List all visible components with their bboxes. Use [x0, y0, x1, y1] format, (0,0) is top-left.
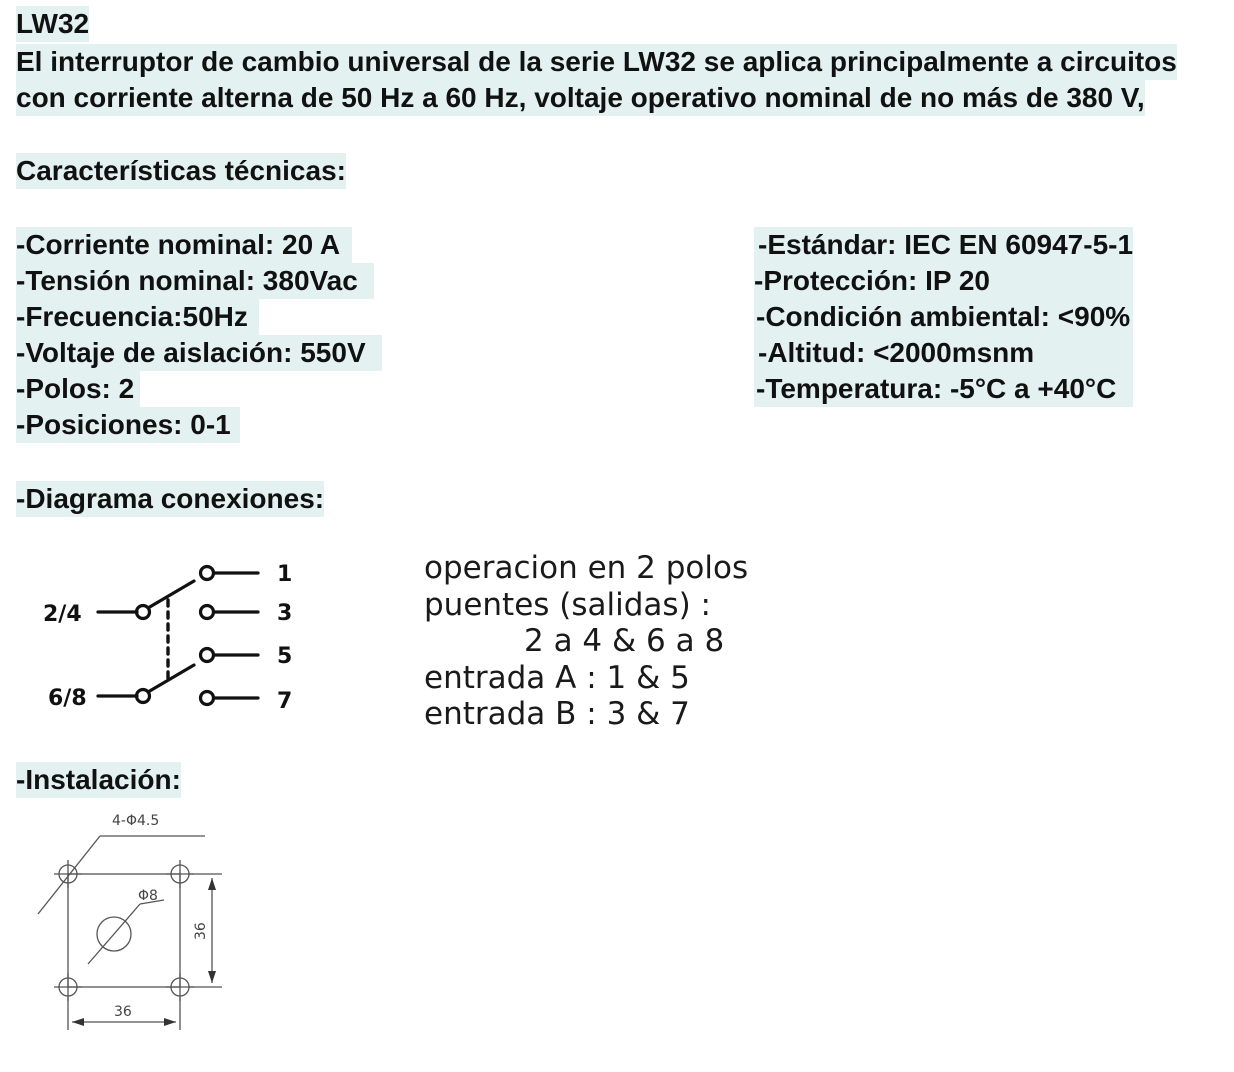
note-line: entrada B : 3 & 7 — [424, 696, 690, 732]
spec-poles: -Polos: 2 — [16, 371, 140, 407]
spec-positions: -Posiciones: 0-1 — [16, 407, 240, 443]
wiring-diagram — [30, 548, 320, 728]
note-line: operacion en 2 polos — [424, 550, 749, 586]
holes-leader — [38, 836, 100, 914]
switch-blade-bottom — [148, 665, 194, 692]
spec-protection: -Protección: IP 20 — [754, 263, 1133, 299]
specs-right — [754, 227, 1133, 407]
mounting-square — [68, 874, 180, 987]
label-output-7: 7 — [277, 689, 293, 714]
label-input-top: 2/4 — [43, 602, 82, 627]
label-input-bottom: 6/8 — [48, 686, 87, 711]
contact-1 — [201, 567, 214, 580]
contact-7 — [201, 692, 214, 705]
label-width: 36 — [114, 1004, 132, 1020]
label-output-3: 3 — [277, 601, 293, 626]
spec-standard: -Estándar: IEC EN 60947-5-1 — [754, 227, 1133, 263]
spec-ambient: -Condición ambiental: <90% — [754, 299, 1133, 335]
center-leader — [88, 904, 140, 964]
intro-line: El interruptor de cambio universal de la serie LW32 se aplica principalmente a circuitos — [16, 44, 1177, 80]
note-line: puentes (salidas) : — [424, 586, 711, 623]
label-output-1: 1 — [277, 562, 293, 587]
diagram-heading: -Diagrama conexiones: — [16, 481, 324, 517]
label-center-hole: Φ8 — [138, 888, 158, 904]
intro-line: con corriente alterna de 50 Hz a 60 Hz, voltaje operativo nominal de no más de 380 V, — [16, 80, 1145, 116]
label-output-5: 5 — [277, 644, 293, 669]
spec-rated-current: -Corriente nominal: 20 A — [16, 227, 352, 263]
spec-altitude: -Altitud: <2000msnm — [754, 335, 1133, 371]
wiring-notes — [424, 550, 748, 733]
tech-heading: Características técnicas: — [16, 153, 346, 189]
label-height: 36 — [193, 922, 209, 940]
title: LW32 — [16, 6, 89, 42]
install-heading: -Instalación: — [16, 762, 181, 798]
spec-temperature: -Temperatura: -5°C a +40°C — [754, 371, 1133, 407]
contact-3 — [201, 606, 214, 619]
mounting-drawing — [30, 806, 230, 1036]
label-holes: 4-Φ4.5 — [112, 813, 160, 829]
spec-insulation-voltage: -Voltaje de aislación: 550V — [16, 335, 382, 371]
note-line: 2 a 4 & 6 a 8 — [524, 623, 725, 659]
note-line: entrada A : 1 & 5 — [424, 659, 690, 696]
corner-holes — [54, 860, 194, 1001]
contact-5 — [201, 649, 214, 662]
spec-frequency: -Frecuencia:50Hz — [16, 299, 259, 335]
switch-blade-top — [148, 581, 194, 608]
intro-paragraph — [16, 44, 1177, 116]
specs-left — [16, 227, 382, 443]
spec-rated-voltage: -Tensión nominal: 380Vac — [16, 263, 374, 299]
